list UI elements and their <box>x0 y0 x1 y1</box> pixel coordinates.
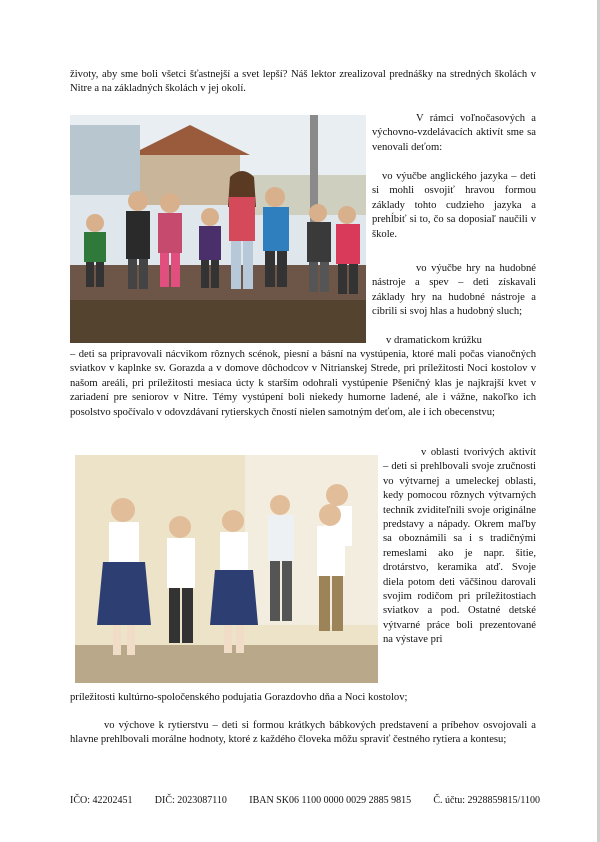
photo-children-performance <box>75 455 378 683</box>
footer-ico: IČO: 42202451 <box>70 795 133 806</box>
footer-bank-details <box>70 795 540 806</box>
paragraph-english: vo výučbe anglického jazyka – deti si mohli osvojiť hravou formou základy tohto cudzieho jazyka a prehĺbiť si to, čo sa doposiaľ naučili v škole. <box>372 171 536 240</box>
photo-children-performance-image <box>75 455 378 683</box>
footer-account: Č. účtu: 2928859815/1100 <box>433 795 540 806</box>
paragraph-intro: životy, aby sme boli všetci šťastnejší a svet lepší? Náš lektor zrealizoval prednášky na stredných školách v Nitre a na základných školách v jej okolí. <box>70 69 536 95</box>
paragraph-leisure-intro: V rámci voľnočasových a výchovno-vzdelávacích aktivít sme sa venovali deťom: <box>372 113 536 153</box>
footer-dic: DIČ: 2023087110 <box>154 795 227 806</box>
paragraph-creative: v oblasti tvorivých aktivít – deti si prehlbovali svoje zručnosti vo výtvarnej a umeleckej oblasti, kedy pomocou rôznych výtvarných techník zviditeľnili svoje originálne predstavy a nápady. Okrem maľby sa oboznámili sa i s tradičnými remeslami ako je napr. šitie, drotárstvo, keramika atď. Svoje diela potom deti väčšinou darovali svojim rodičom pri príležitostiach sviatkov a pod. Ostatné detské výtvarné práce boli prezentované na výstave pri <box>383 447 536 646</box>
photo-children-outdoors-image <box>70 115 366 343</box>
paragraph-drama-body: – deti sa pripravovali nácvikom rôznych scénok, piesní a básní na vystúpenia, ktoré mali počas vianočných sviatkov v kaplnke sv. Gorazda a v domove dôchodcov v Nitrianskej Strede, pri príležitosti Noci kostolov v našom areáli, pri príležitosti mesiaca úcty k starším odohrali vystúpenie Pšeničný klas je najkrajší kvet v zariadení pre seniorov v Nitre. Témy vystúpení boli niekedy humorne ladené, ale i vážne, nakoľko ich posolstvo spočívalo v odovzdávaní rytierskych čností nielen samotným deťom, ale i ich obecenstvu; <box>70 349 536 418</box>
paragraph-creative-cont: príležitosti kultúrno-spoločenského podujatia Gorazdovho dňa a Noci kostolov; <box>70 692 408 703</box>
paragraph-music: vo výučbe hry na hudobné nástroje a spev – deti získavali základy hry na hudobné nástroje a cibrili si svoj hlas a hudobný sluch; <box>372 263 536 318</box>
paragraph-chivalry: vo výchove k rytierstvu – deti si formou krátkych bábkových predstavení a príbehov osvojovali a hlavne prehlbovali morálne hodnoty, ktoré z každého človeka môžu spraviť čestného rytiera a kontesu; <box>70 720 536 746</box>
photo-children-outdoors <box>70 115 366 343</box>
paragraph-drama-head: v dramatickom krúžku <box>386 335 482 346</box>
footer-iban: IBAN SK06 1100 0000 0029 2885 9815 <box>249 795 412 806</box>
